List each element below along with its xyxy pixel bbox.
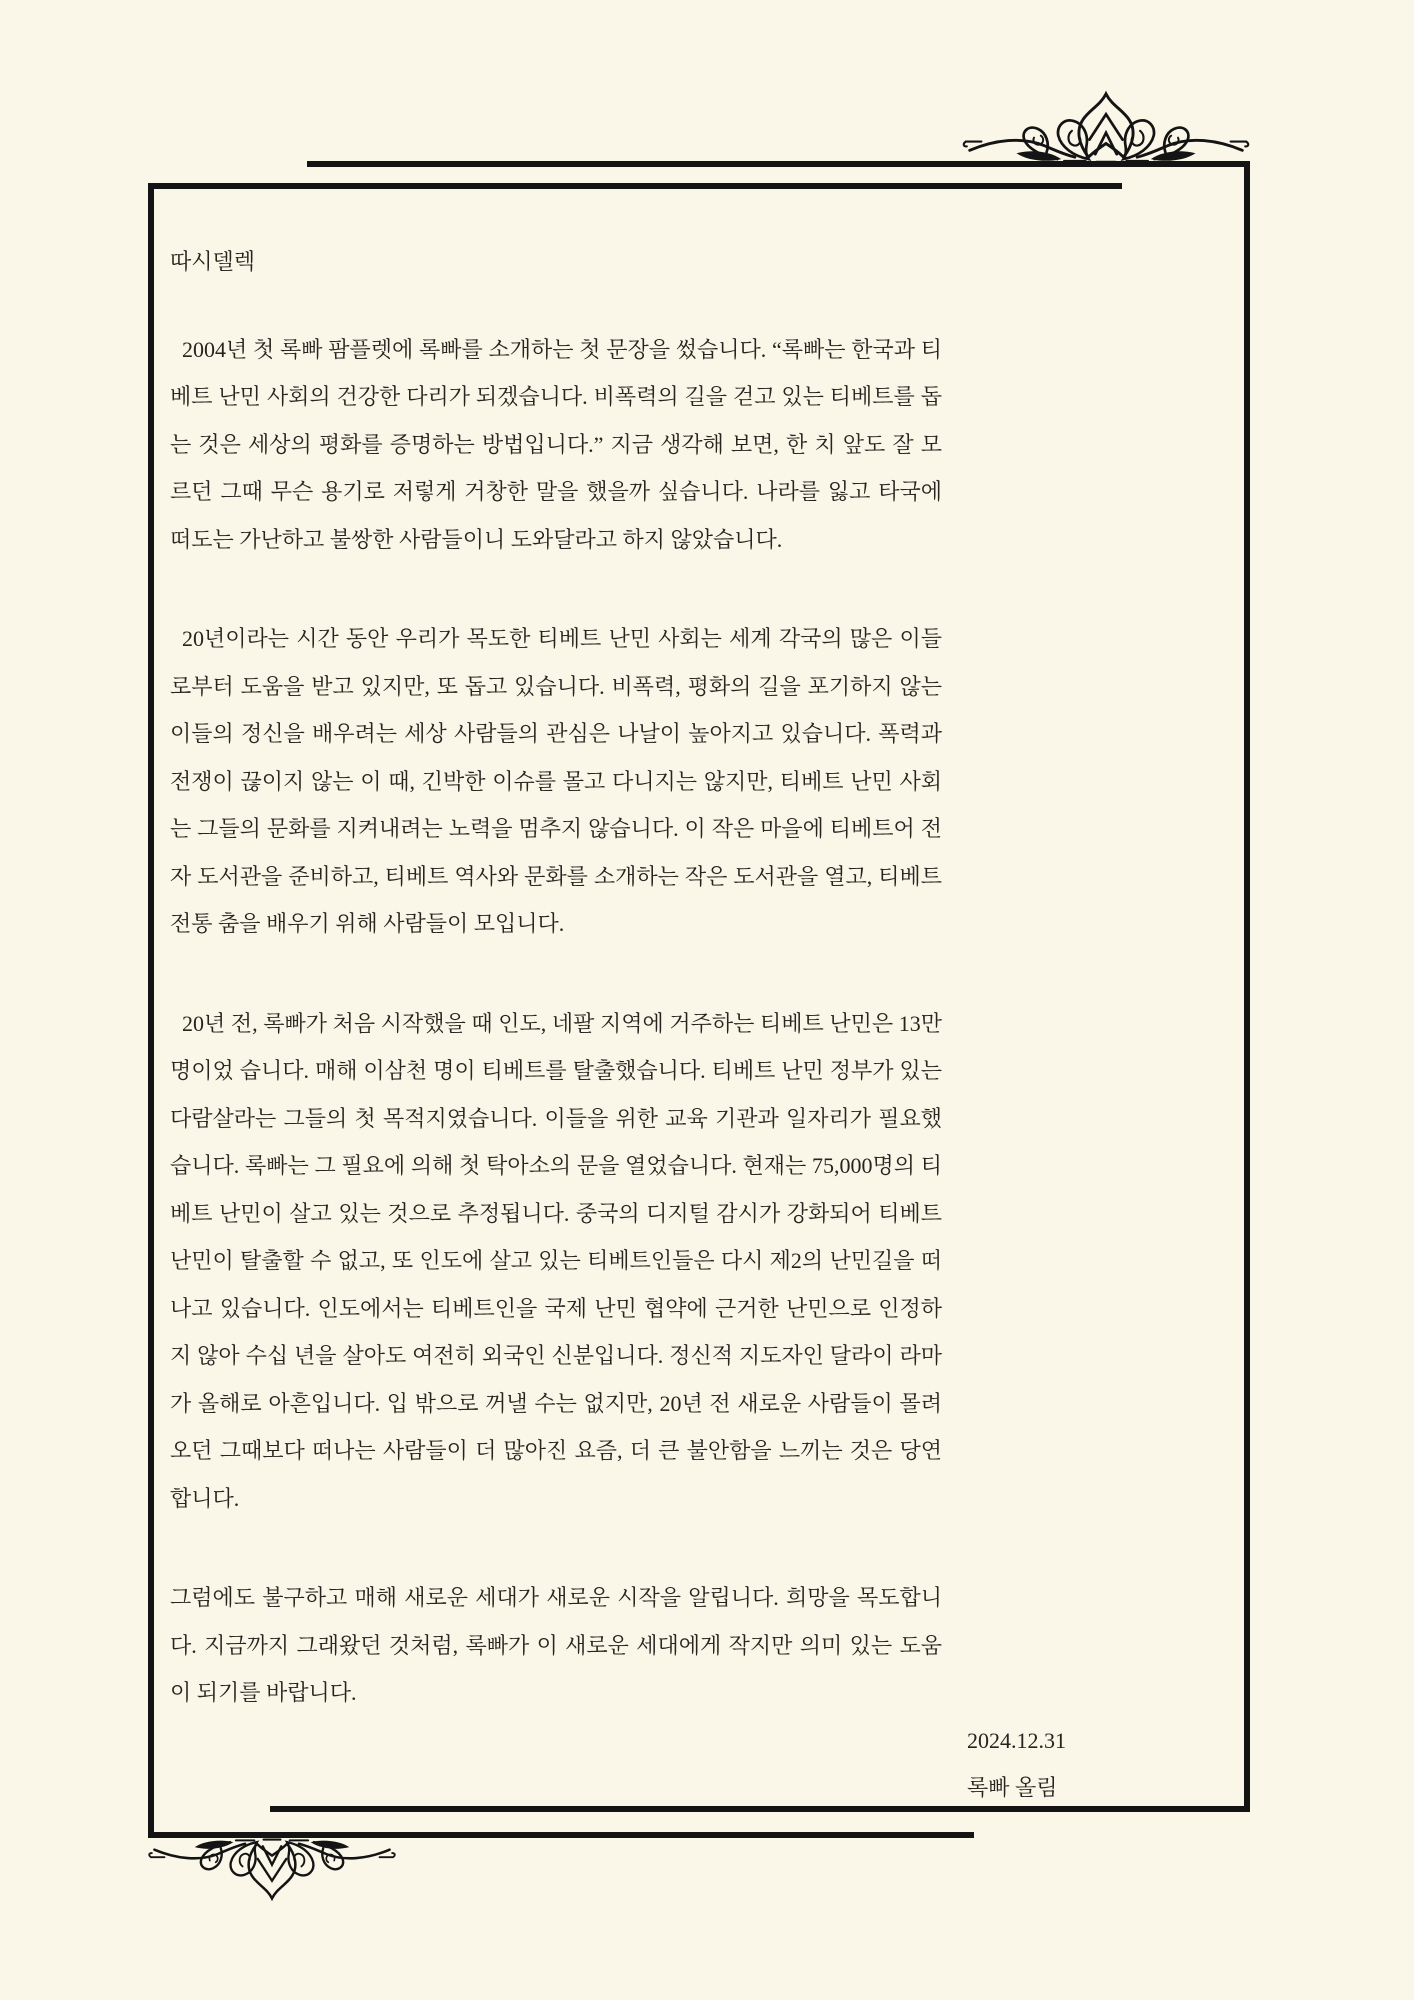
letter-content <box>170 238 1170 1812</box>
letter-greeting: 따시델렉 <box>170 249 256 274</box>
letter-paragraph-4: 그럼에도 불구하고 매해 새로운 세대가 새로운 시작을 알립니다. 희망을 목도합니다. 지금까지 그래왔던 것처럼, 록빠가 이 새로운 세대에게 작지만 의미 있는 도움이 되기를 바랍니다. <box>170 1585 942 1705</box>
offset-frame-right-line <box>1244 161 1250 1812</box>
signature-block <box>967 1717 1170 1812</box>
lotus-ornament-icon <box>146 1836 398 1907</box>
letter-paragraph-2: 20년이라는 시간 동안 우리가 목도한 티베트 난민 사회는 세계 각국의 많은 이들로부터 도움을 받고 있지만, 또 돕고 있습니다. 비폭력, 평화의 길을 포기하지 않는 이들의 정신을 배우려는 세상 사람들의 관심은 나날이 높아지고 있습니다. 폭력과 전쟁이 끊이지 않는 이 때, 긴박한 이슈를 몰고 다니지는 않지만, 티베트 난민 사회는 그들의 문화를 지켜내려는 노력을 멈추지 않습니다. 이 작은 마을에 티베트어 전자 도서관을 준비하고, 티베트 역사와 문화를 소개하는 작은 도서관을 열고, 티베트 전통 춤을 배우기 위해 사람들이 모입니다. <box>170 626 942 936</box>
letter-paragraph-1: 2004년 첫 록빠 팜플렛에 록빠를 소개하는 첫 문장을 썼습니다. “록빠는 한국과 티베트 난민 사회의 건강한 다리가 되겠습니다. 비폭력의 길을 걷고 있는 티베트를 돕는 것은 세상의 평화를 증명하는 방법입니다.” 지금 생각해 보면, 한 치 앞도 잘 모르던 그때 무슨 용기로 저렇게 거창한 말을 했을까 싶습니다. 나라를 잃고 타국에 떠도는 가난하고 불쌍한 사람들이니 도와달라고 하지 않았습니다. <box>170 336 942 552</box>
letter-paragraph-3: 20년 전, 록빠가 처음 시작했을 때 인도, 네팔 지역에 거주하는 티베트 난민은 13만 명이었 습니다. 매해 이삼천 명이 티베트를 탈출했습니다. 티베트 난민 정부가 있는 다람살라는 그들의 첫 목적지였습니다. 이들을 위한 교육 기관과 일자리가 필요했습니다. 록빠는 그 필요에 의해 첫 탁아소의 문을 열었습니다. 현재는 75,000명의 티베트 난민이 살고 있는 것으로 추정됩니다. 중국의 디지털 감시가 강화되어 티베트 난민이 탈출할 수 없고, 또 인도에 살고 있는 티베트인들은 다시 제2의 난민길을 떠나고 있습니다. 인도에서는 티베트인을 국제 난민 협약에 근거한 난민으로 인정하지 않아 수십 년을 살아도 여전히 외국인 신분입니다. 정신적 지도자인 달라이 라마가 올해로 아흔입니다. 입 밖으로 꺼낼 수는 없지만, 20년 전 새로운 사람들이 몰려오던 그때보다 떠나는 사람들이 더 많아진 요즘, 더 큰 불안함을 느끼는 것은 당연합니다. <box>170 1010 942 1511</box>
main-frame-top-line <box>148 183 1122 189</box>
main-frame-left-line <box>148 183 154 1838</box>
signature-signoff: 록빠 올림 <box>967 1775 1058 1800</box>
lotus-ornament-icon <box>960 84 1252 166</box>
signature-date: 2024.12.31 <box>967 1727 1066 1753</box>
